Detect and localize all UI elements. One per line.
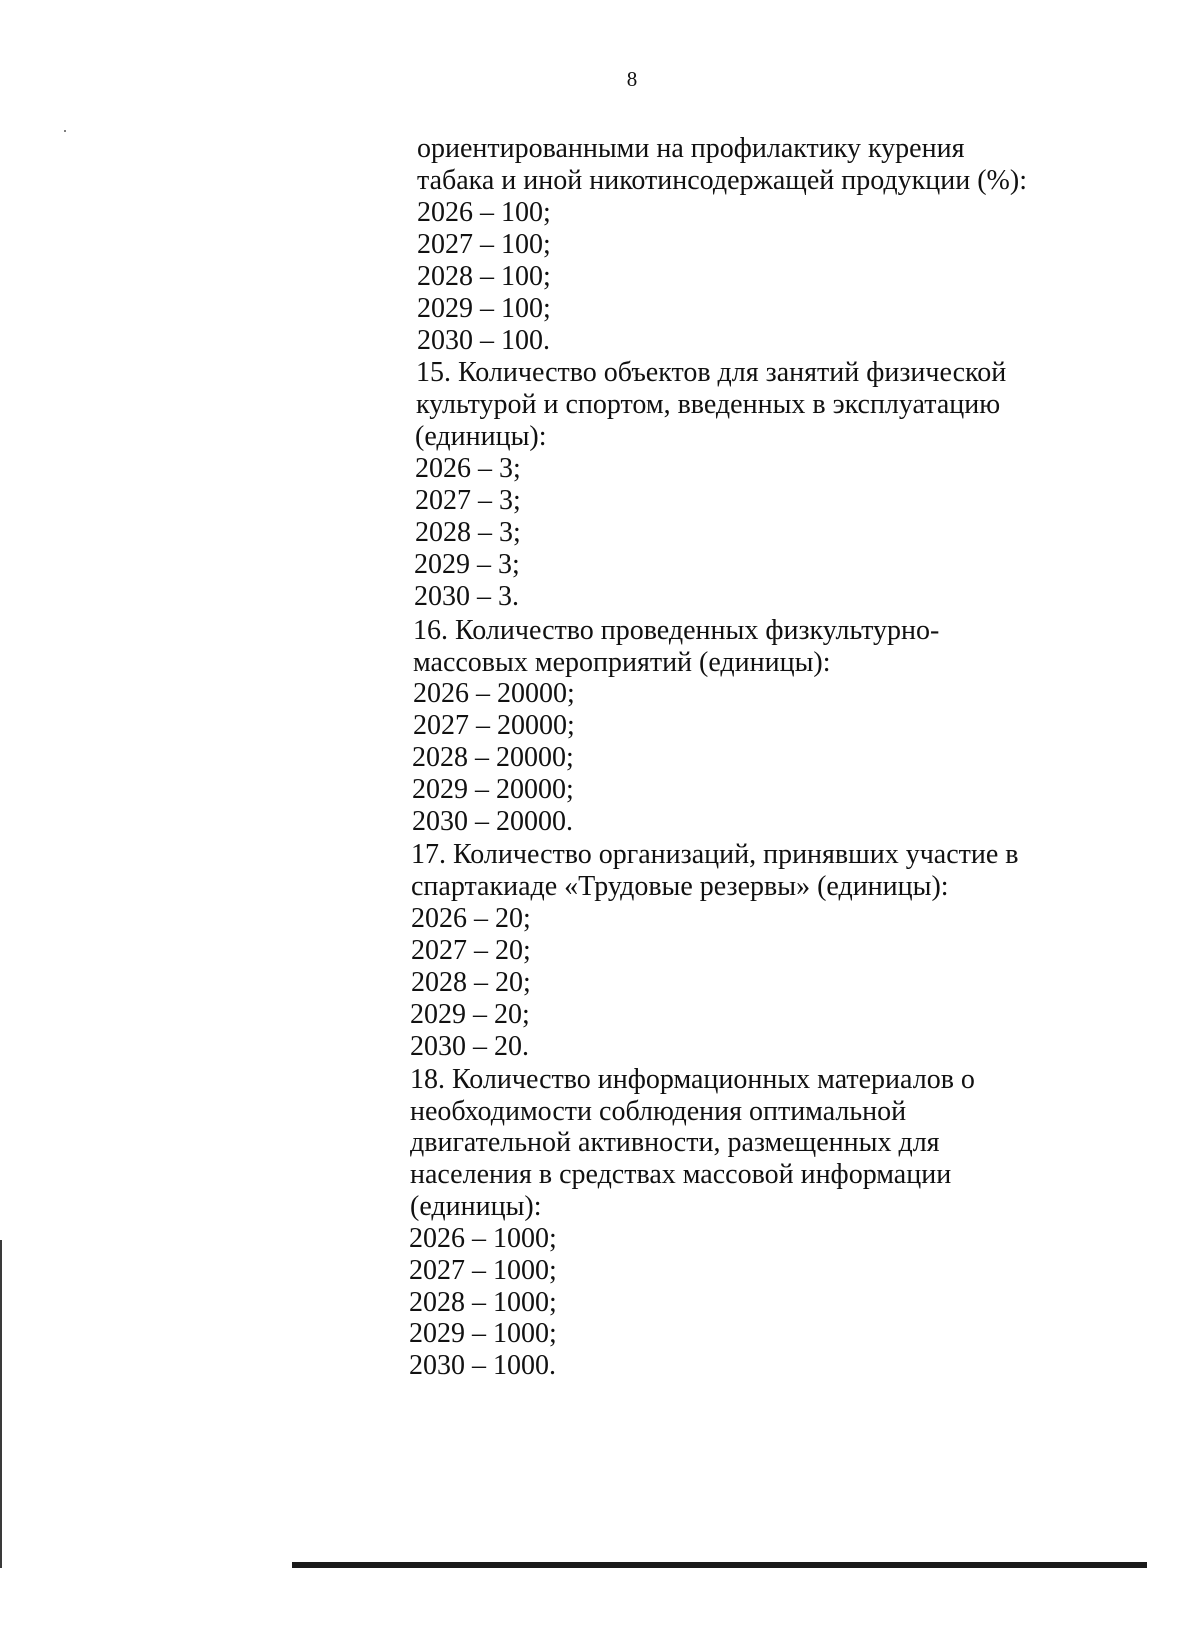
text-line: 2029 – 20000; bbox=[412, 774, 574, 805]
text-line: населения в средствах массовой информации bbox=[410, 1159, 952, 1190]
page-number: 8 bbox=[626, 67, 638, 91]
text-line: 2029 – 3; bbox=[414, 549, 520, 580]
text-line: ориентированными на профилактику курения bbox=[417, 133, 965, 164]
text-line: 2026 – 3; bbox=[415, 453, 521, 484]
text-line: 2028 – 20; bbox=[411, 967, 531, 998]
text-line: (единицы): bbox=[415, 421, 547, 452]
text-line: 2029 – 1000; bbox=[409, 1318, 557, 1349]
text-line: 2030 – 3. bbox=[414, 581, 519, 612]
text-line: массовых мероприятий (единицы): bbox=[413, 647, 831, 678]
scan-edge-bottom bbox=[292, 1562, 1147, 1568]
section-heading: 15. Количество объектов для занятий физической bbox=[416, 357, 1007, 388]
text-line: 2030 – 1000. bbox=[409, 1350, 556, 1381]
text-line: 2026 – 20000; bbox=[413, 678, 575, 709]
text-line: 2028 – 20000; bbox=[412, 742, 574, 773]
text-line: 2026 – 20; bbox=[411, 903, 531, 934]
scan-speck bbox=[64, 130, 66, 132]
text-line: 2030 – 20. bbox=[410, 1031, 529, 1062]
text-line: 2028 – 3; bbox=[415, 517, 521, 548]
text-line: 2029 – 20; bbox=[410, 999, 530, 1030]
text-line: 2027 – 1000; bbox=[409, 1255, 557, 1286]
text-line: культурой и спортом, введенных в эксплуатацию bbox=[416, 389, 1001, 420]
text-line: 2027 – 3; bbox=[415, 485, 521, 516]
text-line: 2027 – 20000; bbox=[413, 710, 575, 741]
section-heading: 17. Количество организаций, принявших участие в bbox=[411, 839, 1019, 870]
text-line: 2030 – 20000. bbox=[412, 806, 573, 837]
text-line: 2030 – 100. bbox=[417, 325, 550, 356]
text-line: 2028 – 1000; bbox=[409, 1287, 557, 1318]
text-line: (единицы): bbox=[410, 1191, 542, 1222]
text-line: необходимости соблюдения оптимальной bbox=[410, 1096, 907, 1127]
text-line: двигательной активности, размещенных для bbox=[410, 1127, 940, 1158]
section-heading: 16. Количество проведенных физкультурно- bbox=[413, 615, 940, 646]
text-line: 2027 – 20; bbox=[411, 935, 531, 966]
text-line: 2028 – 100; bbox=[417, 261, 551, 292]
text-line: 2026 – 100; bbox=[417, 197, 551, 228]
section-heading: 18. Количество информационных материалов о bbox=[410, 1064, 975, 1095]
text-line: 2029 – 100; bbox=[417, 293, 551, 324]
text-line: 2026 – 1000; bbox=[409, 1223, 557, 1254]
text-line: табака и иной никотинсодержащей продукции (%): bbox=[417, 165, 1027, 196]
text-line: 2027 – 100; bbox=[417, 229, 551, 260]
scan-edge-left bbox=[0, 1240, 2, 1568]
text-line: спартакиаде «Трудовые резервы» (единицы): bbox=[411, 871, 949, 902]
